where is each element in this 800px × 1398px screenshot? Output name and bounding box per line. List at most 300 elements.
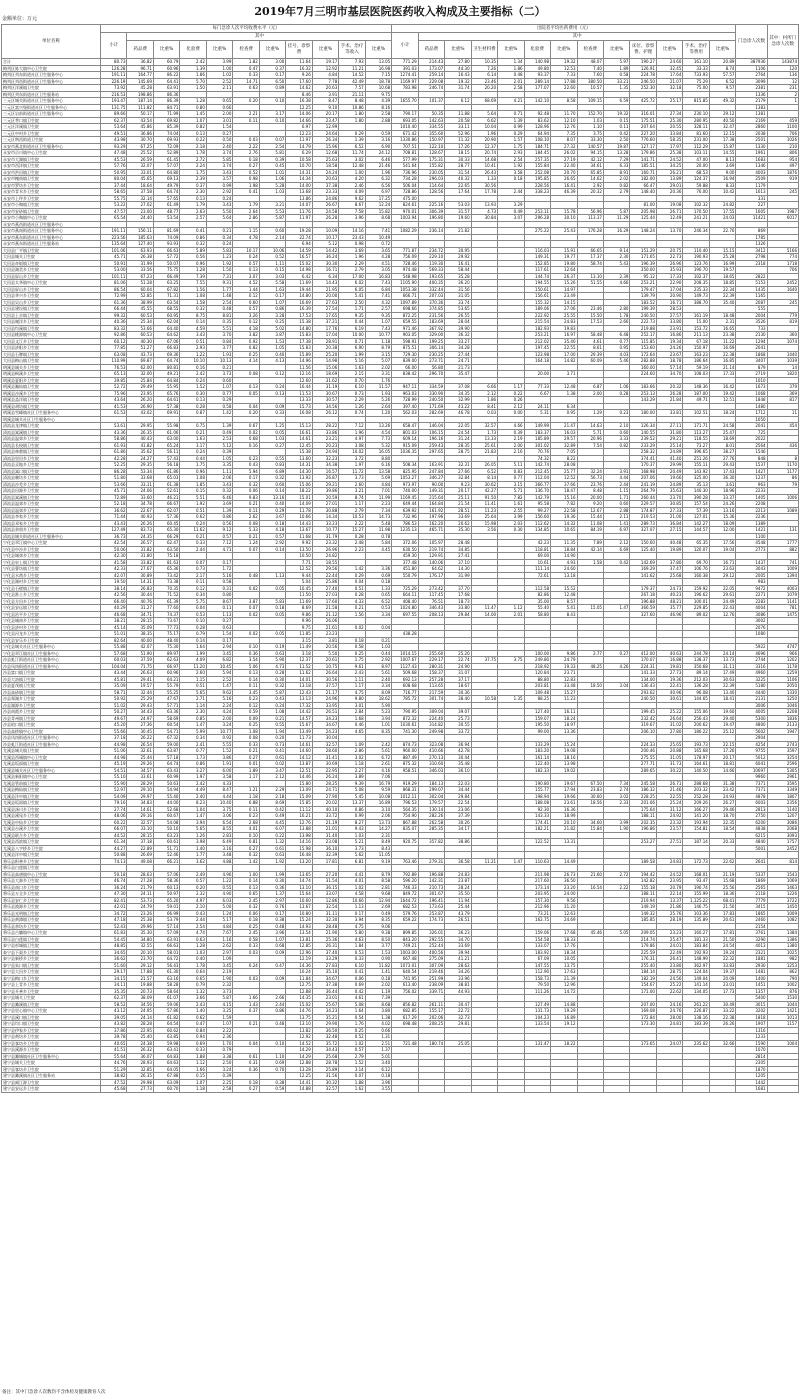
table-cell: 156.60	[524, 514, 550, 521]
table-cell: 25.29	[127, 696, 153, 703]
table-cell: 0.10	[259, 98, 285, 105]
table-cell: 366.77	[524, 481, 550, 488]
table-cell: 18.58	[312, 163, 338, 170]
table-cell: 40.29	[101, 605, 127, 612]
table-cell: 224.40	[418, 715, 444, 722]
table-cell: 14.49	[551, 858, 577, 865]
table-cell: 2.92	[577, 182, 603, 189]
table-cell: 1.90	[206, 975, 232, 982]
table-cell: 1006	[767, 494, 798, 501]
table-cell: 18.48	[709, 312, 736, 319]
table-cell: 176.17	[418, 572, 444, 579]
table-cell: 32.47	[709, 124, 736, 131]
table-cell: 14.93	[286, 923, 312, 930]
table-cell: 26.28	[312, 215, 338, 222]
table-cell: 1053.27	[392, 475, 418, 482]
table-cell: 101.11	[101, 273, 127, 280]
table-cell: 2.57	[180, 215, 206, 222]
table-cell: 60.12	[101, 338, 127, 345]
table-cell: 118.81	[524, 546, 550, 553]
table-cell: 4.78	[233, 234, 259, 241]
table-cell: 20.10	[551, 819, 577, 826]
table-cell: 2.12	[498, 403, 524, 410]
table-cell: 40.50	[709, 117, 736, 124]
table-cell: 17.65	[312, 312, 338, 319]
table-cell: 963.03	[392, 390, 418, 397]
table-cell: 17.55	[709, 208, 736, 215]
table-cell: 1785	[736, 234, 767, 241]
table-cell: 21.82	[445, 228, 471, 235]
table-cell: 11.49	[286, 644, 312, 651]
table-cell: 19.29	[551, 1008, 577, 1015]
table-cell: 68.53	[683, 169, 709, 176]
table-cell: 0.84	[206, 338, 232, 345]
table-cell: 20.88	[656, 748, 682, 755]
table-cell: 56.80	[418, 364, 444, 371]
table-cell: 150.97	[418, 137, 444, 144]
table-row	[2, 949, 799, 956]
table-cell: 8.35	[365, 728, 392, 735]
table-cell: 11.98	[365, 527, 392, 534]
table-cell: 63.23	[153, 832, 179, 839]
table-cell: 2.44	[603, 481, 629, 488]
table-cell: 57.76	[101, 163, 127, 170]
table-cell: 872.32	[392, 715, 418, 722]
table-cell: 1.21	[233, 787, 259, 794]
table-cell: 763.46	[392, 858, 418, 865]
table-cell: 13.18	[551, 572, 577, 579]
table-cell: 120.07	[683, 546, 709, 553]
table-cell: 8.69	[286, 605, 312, 612]
table-cell	[656, 1086, 682, 1093]
table-cell: 62.63	[153, 657, 179, 664]
table-cell: 24.83	[551, 319, 577, 326]
table-cell: 170.07	[630, 657, 656, 664]
table-cell: 2022	[736, 436, 767, 443]
row-unit-name: 明溪县瀚仙镇卫生院	[2, 384, 101, 391]
table-cell: 0.21	[180, 533, 206, 540]
table-cell: 24.12	[365, 150, 392, 157]
table-cell: 23.61	[551, 800, 577, 807]
table-cell: 2.93	[498, 150, 524, 157]
table-cell: 2169	[736, 117, 767, 124]
table-cell: 32.23	[312, 455, 338, 462]
table-cell: 11.21	[471, 858, 497, 865]
table-cell: 5.61	[365, 670, 392, 677]
table-cell: 44.98	[101, 741, 127, 748]
table-cell: 6017	[767, 215, 798, 222]
table-cell: 16.88	[656, 657, 682, 664]
table-cell: 548.98	[392, 273, 418, 280]
table-cell: 17.53	[577, 319, 603, 326]
table-cell: 14.55	[709, 150, 736, 157]
table-cell: 50.35	[418, 111, 444, 118]
table-cell: 54.94	[153, 787, 179, 794]
table-cell: 4.96	[206, 871, 232, 878]
table-cell: 796.53	[392, 800, 418, 807]
table-cell: 0.13	[233, 267, 259, 274]
row-unit-name: 清流县温郊乡卫生院	[2, 501, 101, 508]
table-cell: 56.43	[153, 962, 179, 969]
table-cell: 44.52	[101, 832, 127, 839]
table-cell: 15.78	[551, 208, 577, 215]
table-cell: 207.64	[630, 124, 656, 131]
table-cell: 2.79	[339, 267, 365, 274]
table-cell: 26.38	[127, 254, 153, 261]
table-cell: 26.87	[312, 475, 338, 482]
table-cell: 27.41	[445, 553, 471, 560]
table-cell: 8.46	[286, 91, 312, 98]
table-cell: 55.98	[153, 423, 179, 430]
table-cell: 37.59	[127, 657, 153, 664]
table-cell: 14.30	[445, 566, 471, 573]
table-cell: 23.38	[709, 332, 736, 339]
table-cell: 160.00	[630, 364, 656, 371]
table-cell: 1.24	[206, 910, 232, 917]
table-cell: 1427	[736, 468, 767, 475]
table-cell: 31.27	[127, 605, 153, 612]
table-cell: 3.07	[233, 273, 259, 280]
table-cell: 11.62	[180, 527, 206, 534]
table-cell: 146.04	[418, 423, 444, 430]
row-unit-name: 清流县余朋乡卫生院	[2, 527, 101, 534]
table-cell: 0.55	[259, 455, 285, 462]
table-cell: 28.28	[127, 1021, 153, 1028]
table-cell: 30.70	[127, 137, 153, 144]
table-cell: 32.57	[312, 1086, 338, 1093]
table-cell: 725	[736, 429, 767, 436]
table-cell: 234.72	[418, 247, 444, 254]
table-cell: 1010	[736, 377, 767, 384]
table-cell: 1.28	[180, 943, 206, 950]
table-cell: 0.73	[339, 390, 365, 397]
table-cell: 29.56	[312, 566, 338, 573]
table-cell: 19.50	[101, 579, 127, 586]
table-cell: 2822	[736, 273, 767, 280]
table-cell: 11.22	[709, 338, 736, 345]
table-cell: 134.00	[630, 676, 656, 683]
table-cell: 3.58	[498, 169, 524, 176]
table-cell: 11421	[736, 215, 767, 222]
table-cell: 30.32	[312, 1079, 338, 1086]
table-cell: 11.05	[365, 852, 392, 859]
table-cell: 1,125.22	[683, 897, 709, 904]
table-cell: 1.11	[206, 468, 232, 475]
data-table	[1, 24, 799, 1093]
table-cell: 9.35	[339, 312, 365, 319]
table-cell: 28.22	[312, 423, 338, 430]
table-cell: 2.00	[206, 715, 232, 722]
table-cell: 400.56	[418, 949, 444, 956]
table-cell: 8.67	[206, 598, 232, 605]
table-cell: 0.44	[180, 455, 206, 462]
row-unit-name: 永安市燕西街道社区卫生服务中心	[2, 221, 101, 228]
table-cell: 1644.72	[392, 897, 418, 904]
table-cell: 196.88	[418, 871, 444, 878]
table-row	[2, 527, 799, 534]
table-cell: 1.15	[233, 228, 259, 235]
table-cell: 0.12	[180, 585, 206, 592]
table-cell: 185.89	[524, 436, 550, 443]
table-cell: 17.38	[709, 137, 736, 144]
table-cell: 89.02	[683, 611, 709, 618]
table-cell: 4.93	[551, 559, 577, 566]
table-cell: 26.24	[312, 774, 338, 781]
table-cell: 379	[767, 384, 798, 391]
table-cell: 32.66	[709, 1040, 736, 1047]
table-cell: 2271	[736, 592, 767, 599]
table-cell: 63.50	[153, 546, 179, 553]
col-unit-name: 单位名称	[2, 25, 101, 59]
table-cell: 16.29	[603, 228, 629, 235]
table-cell: 36.10	[445, 767, 471, 774]
table-cell: 3.99	[498, 514, 524, 521]
table-cell: 706	[767, 267, 798, 274]
table-cell: 550.79	[392, 572, 418, 579]
row-unit-name: 将乐县积善乡卫生院	[2, 858, 101, 865]
table-cell: 96.71	[127, 65, 153, 72]
table-cell: 2.54	[498, 156, 524, 163]
table-cell: 64.62	[418, 566, 444, 573]
table-cell: 1.07	[259, 936, 285, 943]
table-cell: 0.47	[180, 1021, 206, 1028]
table-cell: 27.11	[656, 423, 682, 430]
table-cell: 327.07	[630, 527, 656, 534]
table-cell: 1274.41	[392, 72, 418, 79]
table-cell: 16.48	[286, 852, 312, 859]
table-cell: 4.52	[233, 280, 259, 287]
table-cell: 29.41	[127, 676, 153, 683]
table-cell: 4.97	[180, 897, 206, 904]
table-cell: 14.52	[286, 1040, 312, 1047]
table-cell: 0.39	[259, 156, 285, 163]
table-cell: 2.72	[180, 156, 206, 163]
table-cell: 843.20	[392, 936, 418, 943]
table-cell: 48.25	[577, 663, 603, 670]
table-cell	[709, 1086, 736, 1093]
table-cell: 0.15	[180, 1073, 206, 1080]
table-cell: 75.00	[683, 85, 709, 92]
table-cell: 25.44	[127, 754, 153, 761]
row-unit-name: 清流县嵩溪镇卫生院	[2, 429, 101, 436]
table-cell: 50.88	[101, 852, 127, 859]
table-cell: 27.73	[656, 670, 682, 677]
table-cell: 8.22	[551, 455, 577, 462]
table-cell: 1.70	[206, 1040, 232, 1047]
table-cell: 14.72	[551, 988, 577, 995]
table-cell: 255.40	[630, 962, 656, 969]
table-cell: 0.62	[180, 514, 206, 521]
table-row	[2, 78, 799, 85]
table-cell	[445, 1086, 471, 1093]
table-cell: 228.56	[524, 182, 550, 189]
row-unit-name: 将乐县安仁乡卫生院	[2, 897, 101, 904]
table-cell: 1.39	[180, 65, 206, 72]
table-cell: 596.20	[392, 878, 418, 885]
table-cell: 184.14	[630, 969, 656, 976]
table-cell: 7.82	[498, 494, 524, 501]
row-unit-name: 清流县李家乡卫生院	[2, 514, 101, 521]
table-cell: 1127.43	[392, 663, 418, 670]
table-cell: 0.38	[259, 1079, 285, 1086]
table-cell: 39.85	[101, 377, 127, 384]
table-cell: 3.02	[339, 156, 365, 163]
table-cell: 1012.11	[392, 793, 418, 800]
table-cell: 16.57	[312, 468, 338, 475]
table-cell: 120.84	[524, 670, 550, 677]
table-cell: 64.83	[153, 1053, 179, 1060]
table-cell: 24.94	[312, 449, 338, 456]
table-cell: 59.98	[153, 1040, 179, 1047]
table-cell: 19.89	[656, 546, 682, 553]
table-cell: 22.35	[709, 819, 736, 826]
table-cell: 16.08	[286, 410, 312, 417]
table-cell: 188.11	[630, 891, 656, 898]
table-cell: 170.50	[683, 208, 709, 215]
table-cell: 23.06	[445, 806, 471, 813]
table-cell: 23.63	[709, 566, 736, 573]
table-cell: 0.31	[233, 1060, 259, 1067]
table-cell: 9.35	[365, 312, 392, 319]
table-cell: 2.88	[365, 117, 392, 124]
table-cell: 3.27	[180, 767, 206, 774]
table-cell: 140.06	[418, 559, 444, 566]
table-cell: 51.71	[153, 845, 179, 852]
table-cell: 14.16	[286, 839, 312, 846]
table-cell: 329.00	[418, 332, 444, 339]
table-cell: 195.85	[524, 176, 550, 183]
table-cell: 4.14	[233, 358, 259, 365]
table-cell: 13.68	[286, 189, 312, 196]
table-cell: 48.06	[101, 813, 127, 820]
table-cell: 35.13	[683, 481, 709, 488]
table-cell: 61.86	[101, 449, 127, 456]
table-cell: 2004	[736, 312, 767, 319]
table-cell: 25.22	[656, 982, 682, 989]
table-cell: 13.33	[471, 436, 497, 443]
table-cell: 12.92	[312, 65, 338, 72]
table-cell: 19.08	[551, 748, 577, 755]
table-cell: 40.48	[656, 540, 682, 547]
table-cell: 178.97	[683, 754, 709, 761]
table-cell: 53.64	[101, 124, 127, 131]
row-unit-name: 建宁县客坊乡卫生院	[2, 1040, 101, 1047]
table-cell: 138.16	[683, 1014, 709, 1021]
table-cell: 1869	[736, 878, 767, 885]
table-cell: 1.07	[365, 319, 392, 326]
table-cell: 30.84	[471, 215, 497, 222]
table-cell: 2.68	[233, 819, 259, 826]
table-cell: 2283	[736, 598, 767, 605]
table-cell: 26.55	[445, 312, 471, 319]
table-cell: 42.30	[101, 553, 127, 560]
table-cell: 1.41	[603, 520, 629, 527]
table-cell: 734.28	[392, 176, 418, 183]
table-cell: 6.12	[365, 1066, 392, 1073]
table-cell: 61.38	[153, 481, 179, 488]
table-cell: 16.86	[656, 332, 682, 339]
table-cell: 147.55	[524, 962, 550, 969]
table-cell: 61.30	[153, 969, 179, 976]
table-cell: 2.02	[365, 364, 392, 371]
table-cell: 1386	[767, 936, 798, 943]
table-cell: 126.91	[630, 65, 656, 72]
table-cell	[471, 1086, 497, 1093]
table-cell: 32.30	[312, 917, 338, 924]
table-cell: 18.41	[709, 696, 736, 703]
table-cell: 131.75	[101, 104, 127, 111]
table-cell: 1.52	[339, 1060, 365, 1067]
table-cell: 1.22	[206, 878, 232, 885]
table-cell: 1.56	[339, 611, 365, 618]
table-cell: 18.65	[709, 273, 736, 280]
table-cell: 6.34	[551, 403, 577, 410]
table-cell: 32.57	[127, 819, 153, 826]
table-cell: 0.57	[206, 533, 232, 540]
table-cell: 0.05	[259, 611, 285, 618]
table-cell: 21.50	[709, 904, 736, 911]
table-cell: 4.44	[206, 793, 232, 800]
row-unit-name: 三元区岩前街道社区卫生服务中心	[2, 111, 101, 118]
table-cell: 0.10	[259, 1040, 285, 1047]
table-cell: 1.07	[180, 1079, 206, 1086]
table-cell: 51.28	[127, 280, 153, 287]
table-cell: 1440	[767, 351, 798, 358]
row-unit-name: 尤溪县八字桥乡卫生院	[2, 845, 101, 852]
table-cell: 26.43	[471, 169, 497, 176]
table-cell: 239.52	[630, 436, 656, 443]
table-cell: 174.73	[418, 917, 444, 924]
table-cell: 157.54	[683, 501, 709, 508]
table-cell: 7.43	[365, 325, 392, 332]
table-cell: 52.25	[101, 462, 127, 469]
table-cell: 69.93	[153, 137, 179, 144]
table-cell: 2.64	[233, 208, 259, 215]
table-cell: 801.03	[392, 429, 418, 436]
table-cell: 0.77	[498, 475, 524, 482]
table-cell: 3.58	[206, 774, 232, 781]
table-cell: 297.65	[418, 449, 444, 456]
table-cell: 9.31	[206, 280, 232, 287]
table-cell: 10.42	[709, 189, 736, 196]
table-cell: 0.86	[259, 1008, 285, 1015]
table-cell: 183.69	[418, 319, 444, 326]
table-cell: 0.86	[259, 306, 285, 313]
table-cell: 459.30	[392, 553, 418, 560]
table-cell: 960.00	[392, 748, 418, 755]
table-cell: 11.32	[445, 137, 471, 144]
table-cell: 62.00	[127, 364, 153, 371]
table-cell: 2930	[736, 962, 767, 969]
table-cell: 110.40	[683, 247, 709, 254]
table-cell: 12.25	[286, 104, 312, 111]
table-cell: 0.45	[259, 163, 285, 170]
table-cell: 30.56	[471, 182, 497, 189]
table-cell: 1640	[767, 286, 798, 293]
table-cell: 640.54	[392, 969, 418, 976]
table-cell: 28.04	[445, 319, 471, 326]
table-cell: 108.03	[683, 371, 709, 378]
table-cell: 16.36	[551, 806, 577, 813]
table-cell: 31.62	[312, 377, 338, 384]
table-cell: 61.34	[101, 839, 127, 846]
table-cell: 190.27	[630, 59, 656, 66]
table-cell: 11.68	[286, 533, 312, 540]
table-cell: 15.82	[365, 208, 392, 215]
table-cell: 48.40	[153, 637, 179, 644]
table-cell: 436	[767, 442, 798, 449]
table-cell: 20.70	[551, 169, 577, 176]
